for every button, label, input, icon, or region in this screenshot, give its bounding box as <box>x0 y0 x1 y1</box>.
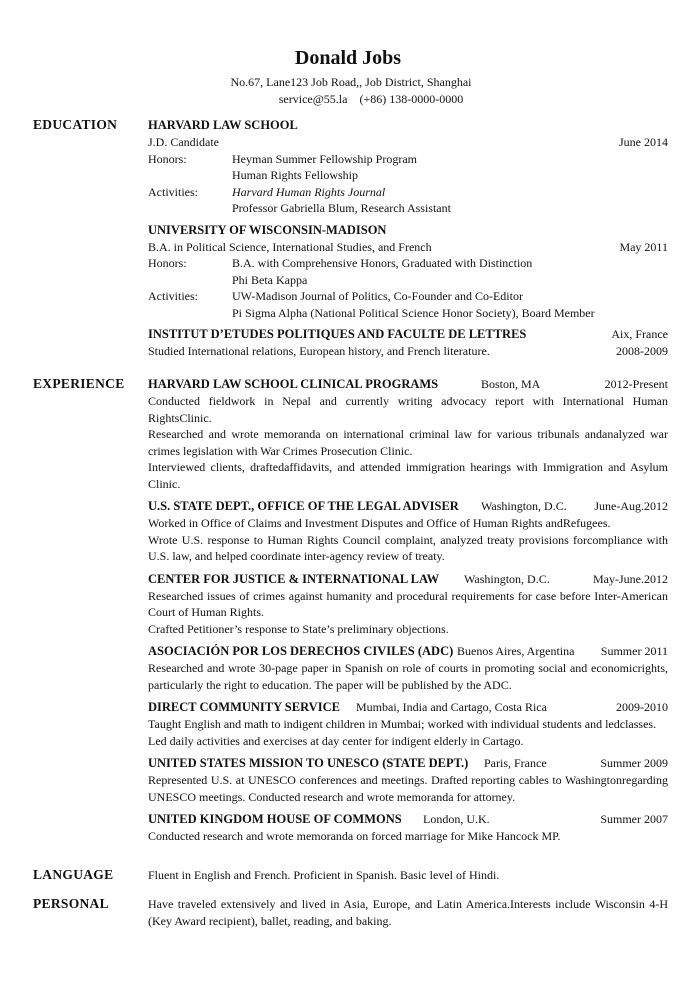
description: Taught English and math to indigent children in Mumbai; worked with individual students and ledclasses. <box>148 717 657 731</box>
location: Washington, D.C. <box>481 499 567 513</box>
dates: Summer 2009 <box>600 756 668 770</box>
organization: CENTER FOR JUSTICE & INTERNATIONAL LAW <box>148 571 440 586</box>
description: Conducted research and wrote memoranda on forced marriage for Mike Hancock MP. <box>148 829 561 843</box>
section-title-personal: PERSONAL <box>33 896 109 911</box>
personal-text: Have traveled extensively and lived in Asia, Europe, and Latin America.Interests include Wisconsin 4-H (Key Award recipient), ballet, reading, and baking. <box>148 897 668 928</box>
education-harvard <box>148 117 668 217</box>
organization: UNITED KINGDOM HOUSE OF COMMONS <box>148 812 402 826</box>
location: Boston, MA <box>481 377 541 391</box>
email: service@55.la <box>278 91 348 106</box>
organization: DIRECT COMMUNITY SERVICE <box>148 700 340 714</box>
experience-item <box>148 811 668 845</box>
description: Interviewed clients, draftedaffidavits, and attended immigration hearings with Immigration and Asylum Clinic. <box>148 460 668 491</box>
address: No.67, Lane123 Job Road,, Job District, Shanghai <box>230 75 472 89</box>
honor-item: Human Rights Fellowship <box>232 168 359 182</box>
language-text: Fluent in English and French. Proficient in Spanish. Basic level of Hindi. <box>148 868 500 882</box>
experience-item <box>148 571 668 638</box>
location: Buenos Aires, Argentina <box>457 644 575 658</box>
organization: UNITED STATES MISSION TO UNESCO (STATE DEPT.) <box>148 756 469 770</box>
degree: B.A. in Political Science, International Studies, and French <box>148 239 432 254</box>
dates: May-June.2012 <box>593 571 668 586</box>
resume-header <box>0 46 700 107</box>
language-body <box>148 867 668 884</box>
experience-item <box>148 755 668 805</box>
degree: J.D. Candidate <box>148 135 219 149</box>
study-dates: 2008-2009 <box>616 344 668 358</box>
activity-item: Pi Sigma Alpha (National Political Science Honor Society), Board Member <box>232 305 595 320</box>
experience-item <box>148 643 668 693</box>
school-name: INSTITUT D’ETUDES POLITIQUES AND FACULTE DE LETTRES <box>148 327 527 341</box>
education-body <box>148 117 668 360</box>
activities-label: Activities: <box>148 289 198 303</box>
description: Researched issues of crimes against humanity and procedural requirements for case before Inter-American Court of Human Rights. <box>148 588 668 619</box>
dates: Summer 2011 <box>600 644 668 658</box>
honor-item: Phi Beta Kappa <box>232 272 308 287</box>
personal-body <box>148 896 668 929</box>
contact-line <box>42 91 700 108</box>
activity-item: Harvard Human Rights Journal <box>232 184 386 199</box>
description: Represented U.S. at UNESCO conferences and meetings. Drafted reporting cables to Washingtonregarding UNESCO meetings. Conducted research and wrote memoranda for attorney. <box>148 773 668 804</box>
dates: 2012-Present <box>604 377 668 391</box>
honor-item: B.A. with Comprehensive Honors, Graduated with Distinction <box>232 256 533 270</box>
description: Led daily activities and exercises at day center for indigent elderly in Cartago. <box>148 733 524 748</box>
school-name: UNIVERSITY OF WISCONSIN-MADISON <box>148 222 387 237</box>
description: Crafted Petitioner’s response to State’s preliminary objections. <box>148 621 449 636</box>
experience-item <box>148 498 668 565</box>
section-title-education: EDUCATION <box>33 117 118 132</box>
activity-item: UW-Madison Journal of Politics, Co-Founder and Co-Editor <box>232 289 523 303</box>
dates: 2009-2010 <box>616 700 668 714</box>
graduation-date: May 2011 <box>619 239 668 254</box>
location: London, U.K. <box>423 812 490 826</box>
description: Researched and wrote memoranda on international criminal law for various tribunals andanalyzed war crimes legislation with War Crimes Prosecution Clinic. <box>148 427 668 458</box>
dates: June-Aug.2012 <box>594 499 668 513</box>
organization: ASOCIACIÓN POR LOS DERECHOS CIVILES (ADC) <box>148 644 454 658</box>
section-title-experience: EXPERIENCE <box>33 376 125 391</box>
organization: HARVARD LAW SCHOOL CLINICAL PROGRAMS <box>148 377 439 391</box>
education-wisconsin <box>148 222 668 322</box>
description: Worked in Office of Claims and Investment Disputes and Office of Human Rights andRefugees. <box>148 516 611 530</box>
school-name: HARVARD LAW SCHOOL <box>148 118 298 132</box>
experience-body <box>148 376 668 851</box>
experience-item <box>148 699 668 749</box>
location: Paris, France <box>484 756 547 770</box>
phone: (+86) 138-0000-0000 <box>359 91 464 106</box>
study-description: Studied International relations, European history, and French literature. <box>148 344 490 358</box>
activity-item: Professor Gabriella Blum, Research Assistant <box>232 201 451 215</box>
activities-label: Activities: <box>148 184 198 199</box>
description: Researched and wrote 30-page paper in Spanish on role of courts in promoting social and economicrights, particularly the right to education. The paper will be published by the ADC. <box>148 661 668 692</box>
honor-item: Heyman Summer Fellowship Program <box>232 151 417 166</box>
education-institut <box>148 326 668 360</box>
organization: U.S. STATE DEPT., OFFICE OF THE LEGAL ADVISER <box>148 499 459 513</box>
description: Conducted fieldwork in Nepal and currently writing advocacy report with International Human RightsClinic. <box>148 394 668 425</box>
location: Mumbai, India and Cartago, Costa Rica <box>356 700 547 714</box>
school-location: Aix, France <box>611 327 668 341</box>
honors-label: Honors: <box>148 151 187 166</box>
dates: Summer 2007 <box>600 812 668 826</box>
location: Washington, D.C. <box>464 571 550 586</box>
honors-label: Honors: <box>148 256 187 270</box>
graduation-date: June 2014 <box>619 135 668 149</box>
description: Wrote U.S. response to Human Rights Council complaint, analyzed treaty provisions forcompliance with U.S. law, and helped coordinate inter-agency review of treaty. <box>148 532 668 563</box>
section-title-language: LANGUAGE <box>33 867 114 882</box>
candidate-name: Donald Jobs <box>294 47 402 69</box>
experience-item <box>148 376 668 492</box>
